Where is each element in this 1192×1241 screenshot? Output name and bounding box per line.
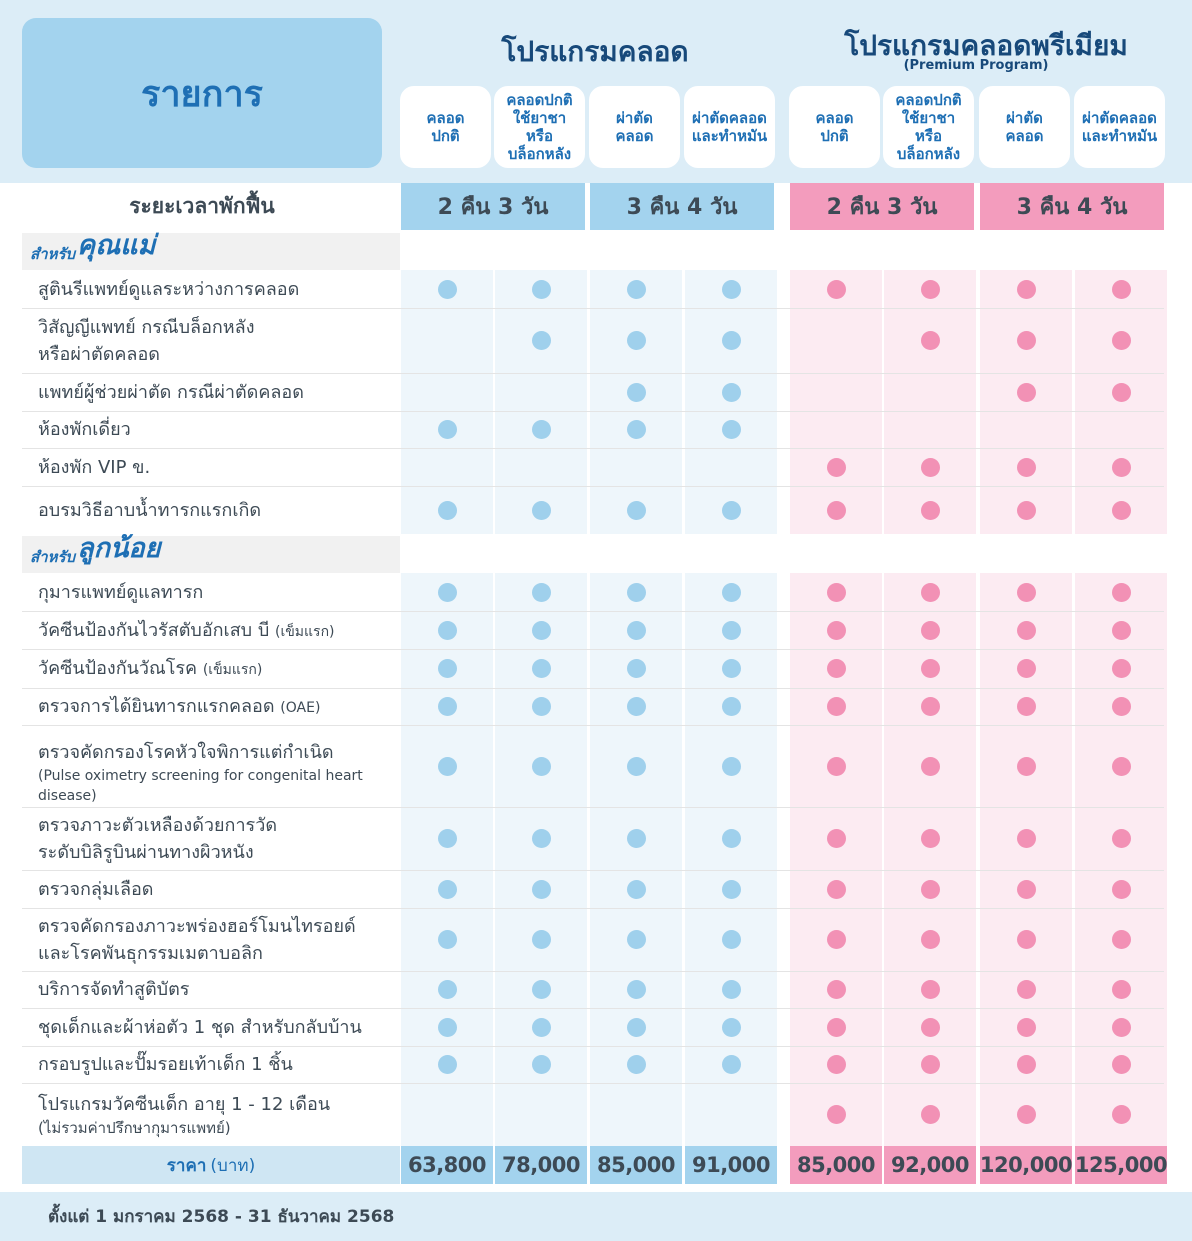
included-dot bbox=[1112, 331, 1131, 350]
included-dot bbox=[1112, 829, 1131, 848]
section-title: คุณแม่ bbox=[77, 230, 156, 261]
included-dot bbox=[1017, 659, 1036, 678]
included-dot bbox=[722, 930, 741, 949]
included-dot bbox=[627, 583, 646, 602]
included-dot bbox=[532, 829, 551, 848]
section-header-mother bbox=[22, 230, 400, 270]
included-dot bbox=[921, 980, 940, 999]
row-divider bbox=[22, 870, 1164, 871]
footer-validity: ตั้งแต่ 1 มกราคม 2568 - 31 ธันวาคม 2568 bbox=[0, 1192, 1192, 1241]
included-dot bbox=[627, 980, 646, 999]
included-dot bbox=[1112, 930, 1131, 949]
price-cell-1: 63,800 bbox=[401, 1146, 493, 1184]
row-divider bbox=[22, 1008, 1164, 1009]
row-note: (OAE) bbox=[280, 700, 321, 716]
section-header-baby bbox=[22, 533, 400, 573]
row-label-text: วัคซีนป้องกันวัณโรค bbox=[38, 658, 198, 679]
included-dot bbox=[627, 1018, 646, 1037]
included-dot bbox=[532, 930, 551, 949]
included-dot bbox=[438, 420, 457, 439]
row-label bbox=[38, 812, 388, 866]
row-label-line2: ระดับบิลิรูบินผ่านทางผิวหนัง bbox=[38, 841, 254, 863]
included-dot bbox=[1017, 829, 1036, 848]
included-dot bbox=[1017, 980, 1036, 999]
row-label-text: ตรวจกลุ่มเลือด bbox=[38, 878, 154, 900]
column-background bbox=[790, 270, 882, 534]
included-dot bbox=[1112, 501, 1131, 520]
included-dot bbox=[438, 880, 457, 899]
row-label bbox=[38, 1014, 388, 1041]
included-dot bbox=[532, 980, 551, 999]
row-label bbox=[38, 617, 388, 646]
row-label-text: วัคซีนป้องกันไวรัสตับอักเสบ บี bbox=[38, 619, 270, 641]
included-dot bbox=[627, 880, 646, 899]
row-label-text: สูตินรีแพทย์ดูแลระหว่างการคลอด bbox=[38, 278, 300, 300]
included-dot bbox=[532, 659, 551, 678]
included-dot bbox=[827, 697, 846, 716]
included-dot bbox=[921, 697, 940, 716]
included-dot bbox=[627, 659, 646, 678]
row-label-text: ตรวจคัดกรองภาวะพร่องฮอร์โมนไทรอยด์ bbox=[38, 915, 356, 937]
price-cell-7: 120,000 bbox=[980, 1146, 1072, 1184]
included-dot bbox=[1112, 980, 1131, 999]
included-dot bbox=[921, 331, 940, 350]
included-dot bbox=[1112, 280, 1131, 299]
included-dot bbox=[722, 583, 741, 602]
included-dot bbox=[827, 458, 846, 477]
column-header-4: ผ่าตัดคลอด และทำหมัน bbox=[684, 86, 775, 168]
row-label bbox=[38, 497, 388, 524]
included-dot bbox=[1112, 880, 1131, 899]
included-dot bbox=[1017, 697, 1036, 716]
included-dot bbox=[532, 621, 551, 640]
included-dot bbox=[1017, 621, 1036, 640]
included-dot bbox=[438, 829, 457, 848]
included-dot bbox=[827, 659, 846, 678]
included-dot bbox=[532, 1018, 551, 1037]
included-dot bbox=[921, 829, 940, 848]
column-background bbox=[884, 270, 976, 534]
row-label-text: บริการจัดทำสูติบัตร bbox=[38, 979, 190, 1000]
included-dot bbox=[1112, 1055, 1131, 1074]
included-dot bbox=[722, 1055, 741, 1074]
price-cell-8: 125,000 bbox=[1075, 1146, 1167, 1184]
included-dot bbox=[1017, 458, 1036, 477]
row-divider bbox=[22, 1046, 1164, 1047]
row-label-text: กุมารแพทย์ดูแลทารก bbox=[38, 581, 204, 603]
included-dot bbox=[827, 1018, 846, 1037]
included-dot bbox=[532, 280, 551, 299]
included-dot bbox=[1017, 501, 1036, 520]
included-dot bbox=[627, 697, 646, 716]
row-label bbox=[38, 579, 388, 606]
price-cell-3: 85,000 bbox=[590, 1146, 682, 1184]
included-dot bbox=[627, 757, 646, 776]
row-label-line2: หรือผ่าตัดคลอด bbox=[38, 343, 160, 365]
included-dot bbox=[1112, 659, 1131, 678]
included-dot bbox=[722, 501, 741, 520]
row-divider bbox=[22, 807, 1164, 808]
included-dot bbox=[532, 583, 551, 602]
included-dot bbox=[438, 501, 457, 520]
included-dot bbox=[627, 420, 646, 439]
included-dot bbox=[722, 829, 741, 848]
included-dot bbox=[722, 420, 741, 439]
included-dot bbox=[722, 659, 741, 678]
included-dot bbox=[627, 1055, 646, 1074]
row-note: (เข็มแรก) bbox=[274, 623, 335, 640]
included-dot bbox=[722, 757, 741, 776]
row-label-line2: และโรคพันธุกรรมเมตาบอลิก bbox=[38, 942, 263, 964]
included-dot bbox=[1112, 757, 1131, 776]
included-dot bbox=[827, 1055, 846, 1074]
row-label bbox=[38, 976, 388, 1003]
included-dot bbox=[921, 501, 940, 520]
row-label bbox=[38, 276, 388, 303]
included-dot bbox=[627, 930, 646, 949]
included-dot bbox=[627, 621, 646, 640]
row-divider bbox=[22, 308, 1164, 309]
included-dot bbox=[1017, 930, 1036, 949]
included-dot bbox=[627, 501, 646, 520]
price-cell-2: 78,000 bbox=[495, 1146, 587, 1184]
included-dot bbox=[921, 880, 940, 899]
row-divider bbox=[22, 649, 1164, 650]
row-label bbox=[38, 913, 388, 967]
included-dot bbox=[827, 880, 846, 899]
section-prefix: สำหรับ bbox=[30, 548, 76, 566]
included-dot bbox=[1017, 757, 1036, 776]
column-header-5: คลอด ปกติ bbox=[789, 86, 880, 168]
included-dot bbox=[1112, 621, 1131, 640]
included-dot bbox=[921, 583, 940, 602]
included-dot bbox=[438, 697, 457, 716]
row-label-text: ตรวจการได้ยินทารกแรกคลอด bbox=[38, 696, 275, 717]
included-dot bbox=[1017, 880, 1036, 899]
included-dot bbox=[438, 583, 457, 602]
included-dot bbox=[722, 280, 741, 299]
program-regular-title: โปรแกรมคลอด bbox=[501, 35, 689, 68]
included-dot bbox=[438, 1018, 457, 1037]
program-premium-subtitle: (Premium Program) bbox=[903, 58, 1049, 73]
row-label bbox=[38, 1051, 388, 1078]
included-dot bbox=[438, 930, 457, 949]
included-dot bbox=[827, 280, 846, 299]
recovery-regular-surgery: 3 คืน 4 วัน bbox=[590, 183, 774, 230]
included-dot bbox=[1112, 383, 1131, 402]
row-label-text: ห้องพักเดี่ยว bbox=[38, 419, 131, 440]
included-dot bbox=[921, 458, 940, 477]
program-premium-title: โปรแกรมคลอดพรีเมียม bbox=[844, 29, 1128, 62]
included-dot bbox=[722, 980, 741, 999]
row-divider bbox=[22, 611, 1164, 612]
row-label bbox=[38, 1091, 388, 1138]
section-prefix: สำหรับ bbox=[30, 245, 76, 263]
included-dot bbox=[1017, 1105, 1036, 1124]
row-note: (เข็มแรก) bbox=[202, 662, 263, 678]
column-header-8: ผ่าตัดคลอด และทำหมัน bbox=[1074, 86, 1165, 168]
row-divider bbox=[22, 908, 1164, 909]
included-dot bbox=[921, 1018, 940, 1037]
row-label bbox=[38, 655, 388, 684]
included-dot bbox=[921, 757, 940, 776]
recovery-regular-normal: 2 คืน 3 วัน bbox=[401, 183, 585, 230]
column-background bbox=[685, 270, 777, 534]
included-dot bbox=[532, 420, 551, 439]
included-dot bbox=[1017, 280, 1036, 299]
column-background bbox=[495, 270, 587, 534]
recovery-label: ระยะเวลาพักฟื้น bbox=[129, 194, 275, 218]
row-divider bbox=[22, 688, 1164, 689]
row-label-text: ชุดเด็กและผ้าห่อตัว 1 ชุด สำหรับกลับบ้าน bbox=[38, 1016, 362, 1038]
column-background bbox=[980, 270, 1072, 534]
included-dot bbox=[921, 930, 940, 949]
column-header-6: คลอดปกติ ใช้ยาชา หรือ บล็อกหลัง bbox=[883, 86, 974, 168]
included-dot bbox=[532, 880, 551, 899]
included-dot bbox=[722, 621, 741, 640]
included-dot bbox=[722, 383, 741, 402]
column-background bbox=[401, 270, 493, 534]
included-dot bbox=[827, 1105, 846, 1124]
included-dot bbox=[1112, 1018, 1131, 1037]
column-header-3: ผ่าตัด คลอด bbox=[589, 86, 680, 168]
column-header-1: คลอด ปกติ bbox=[400, 86, 491, 168]
row-label-english: (Pulse oximetry screening for congenital heart disease) bbox=[38, 768, 363, 804]
row-label bbox=[38, 416, 388, 443]
included-dot bbox=[627, 280, 646, 299]
included-dot bbox=[1017, 331, 1036, 350]
price-cell-5: 85,000 bbox=[790, 1146, 882, 1184]
included-dot bbox=[827, 930, 846, 949]
row-label bbox=[38, 876, 388, 903]
row-divider bbox=[22, 411, 1164, 412]
list-title: รายการ bbox=[22, 18, 382, 168]
included-dot bbox=[722, 331, 741, 350]
row-label-text: วิสัญญีแพทย์ กรณีบล็อกหลัง bbox=[38, 316, 255, 338]
included-dot bbox=[438, 280, 457, 299]
price-cell-6: 92,000 bbox=[884, 1146, 976, 1184]
row-divider bbox=[22, 373, 1164, 374]
included-dot bbox=[1112, 458, 1131, 477]
price-cell-4: 91,000 bbox=[685, 1146, 777, 1184]
row-label-text: แพทย์ผู้ช่วยผ่าตัด กรณีผ่าตัดคลอด bbox=[38, 381, 304, 403]
included-dot bbox=[1112, 1105, 1131, 1124]
included-dot bbox=[827, 757, 846, 776]
included-dot bbox=[1112, 697, 1131, 716]
included-dot bbox=[921, 1105, 940, 1124]
row-label bbox=[38, 454, 388, 481]
included-dot bbox=[532, 697, 551, 716]
included-dot bbox=[532, 331, 551, 350]
included-dot bbox=[827, 501, 846, 520]
included-dot bbox=[438, 1055, 457, 1074]
included-dot bbox=[921, 280, 940, 299]
included-dot bbox=[1017, 1055, 1036, 1074]
column-background bbox=[590, 270, 682, 534]
included-dot bbox=[921, 1055, 940, 1074]
row-label-text: กรอบรูปและปั๊มรอยเท้าเด็ก 1 ชิ้น bbox=[38, 1054, 293, 1075]
included-dot bbox=[1112, 583, 1131, 602]
included-dot bbox=[722, 880, 741, 899]
column-background bbox=[1075, 270, 1167, 534]
included-dot bbox=[438, 757, 457, 776]
included-dot bbox=[627, 383, 646, 402]
row-divider bbox=[22, 971, 1164, 972]
recovery-premium-normal: 2 คืน 3 วัน bbox=[790, 183, 974, 230]
row-label-text: ห้องพัก VIP ข. bbox=[38, 456, 151, 478]
included-dot bbox=[921, 621, 940, 640]
included-dot bbox=[627, 829, 646, 848]
row-label bbox=[38, 314, 388, 368]
column-header-2: คลอดปกติ ใช้ยาชา หรือ บล็อกหลัง bbox=[494, 86, 585, 168]
included-dot bbox=[921, 659, 940, 678]
section-title: ลูกน้อย bbox=[77, 533, 161, 564]
row-label-text: ตรวจภาวะตัวเหลืองด้วยการวัด bbox=[38, 814, 278, 836]
included-dot bbox=[722, 1018, 741, 1037]
row-divider bbox=[22, 725, 1164, 726]
row-label-sub: (ไม่รวมค่าปรึกษากุมารแพทย์) bbox=[38, 1119, 231, 1137]
included-dot bbox=[1017, 583, 1036, 602]
included-dot bbox=[1017, 1018, 1036, 1037]
included-dot bbox=[722, 697, 741, 716]
row-label-text: ตรวจคัดกรองโรคหัวใจพิการแต่กำเนิด bbox=[38, 742, 334, 763]
row-label-text: โปรแกรมวัคซีนเด็ก อายุ 1 - 12 เดือน bbox=[38, 1094, 331, 1115]
included-dot bbox=[827, 829, 846, 848]
row-divider bbox=[22, 1083, 1164, 1084]
price-label: ราคา (บาท) bbox=[22, 1146, 400, 1184]
included-dot bbox=[532, 1055, 551, 1074]
included-dot bbox=[827, 621, 846, 640]
row-divider bbox=[22, 448, 1164, 449]
included-dot bbox=[438, 980, 457, 999]
row-label bbox=[38, 739, 388, 806]
row-label bbox=[38, 693, 388, 722]
included-dot bbox=[627, 331, 646, 350]
row-divider bbox=[22, 486, 1164, 487]
included-dot bbox=[827, 583, 846, 602]
included-dot bbox=[532, 757, 551, 776]
recovery-premium-surgery: 3 คืน 4 วัน bbox=[980, 183, 1164, 230]
included-dot bbox=[827, 980, 846, 999]
included-dot bbox=[532, 501, 551, 520]
row-label-text: อบรมวิธีอาบน้ำทารกแรกเกิด bbox=[38, 499, 262, 521]
included-dot bbox=[438, 659, 457, 678]
included-dot bbox=[1017, 383, 1036, 402]
column-header-7: ผ่าตัด คลอด bbox=[979, 86, 1070, 168]
row-label bbox=[38, 379, 388, 406]
included-dot bbox=[438, 621, 457, 640]
